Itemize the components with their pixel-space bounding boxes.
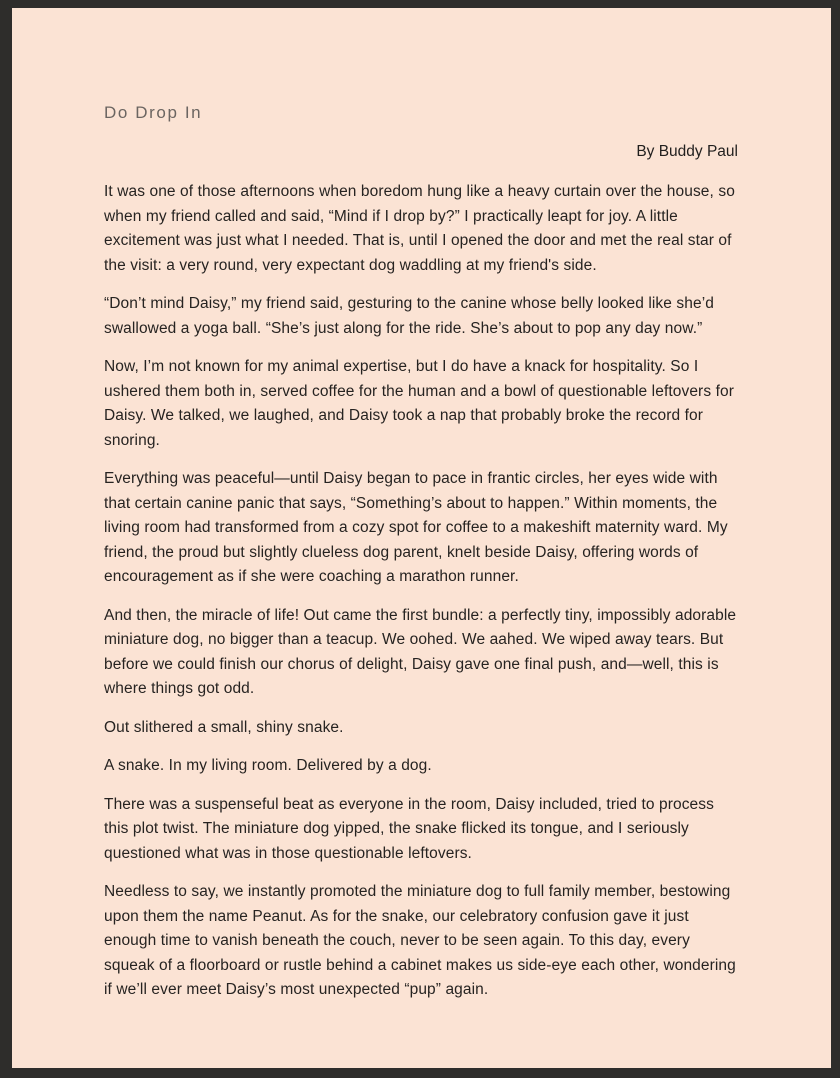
page-title: Do Drop In bbox=[104, 103, 203, 122]
document-page bbox=[12, 8, 831, 1068]
paragraph: Out slithered a small, shiny snake. bbox=[104, 718, 344, 736]
paragraph: “Don’t mind Daisy,” my friend said, gesturing to the canine whose belly looked like she’d swallowed a yoga ball. “She’s just along for the ride. She’s about to pop any day now.” bbox=[104, 295, 714, 337]
paragraph: Everything was peaceful—until Daisy began to pace in frantic circles, her eyes wide with that certain canine panic that says, “Something’s about to happen.” Within moments, the living room had transformed from a cozy spot for coffee to a makeshift maternity ward. My friend, the proud but slightly clueless dog parent, knelt beside Daisy, offering words of encouragement as if she were coaching a marathon runner. bbox=[104, 470, 728, 585]
paragraph: A snake. In my living room. Delivered by a dog. bbox=[104, 757, 432, 774]
paragraph: It was one of those afternoons when boredom hung like a heavy curtain over the house, so when my friend called and said, “Mind if I drop by?” I practically leapt for joy. A little excitement was just what I needed. That is, until I opened the door and met the real star of the visit: a very round, very expectant dog waddling at my friend's side. bbox=[104, 183, 735, 274]
paragraph: There was a suspenseful beat as everyone in the room, Daisy included, tried to process this plot twist. The miniature dog yipped, the snake flicked its tongue, and I seriously questioned what was in those questionable leftovers. bbox=[104, 795, 714, 862]
paragraph: Needless to say, we instantly promoted the miniature dog to full family member, bestowing upon them the name Peanut. As for the snake, our celebratory confusion gave it just enough time to vanish beneath the couch, never to be seen again. To this day, every squeak of a floorboard or rustle behind a cabinet makes us side-eye each other, wondering if we’ll ever meet Daisy’s most unexpected “pup” again. bbox=[104, 883, 736, 998]
story-body bbox=[104, 180, 738, 1003]
byline: By Buddy Paul bbox=[636, 143, 738, 160]
paragraph: Now, I’m not known for my animal expertise, but I do have a knack for hospitality. So I ushered them both in, served coffee for the human and a bowl of questionable leftovers for Daisy. We talked, we laughed, and Daisy took a nap that probably broke the record for snoring. bbox=[104, 358, 734, 449]
paragraph: And then, the miracle of life! Out came the first bundle: a perfectly tiny, impossibly adorable miniature dog, no bigger than a teacup. We oohed. We aahed. We wiped away tears. But before we could finish our chorus of delight, Daisy gave one final push, and—well, this is where things got odd. bbox=[104, 606, 737, 697]
